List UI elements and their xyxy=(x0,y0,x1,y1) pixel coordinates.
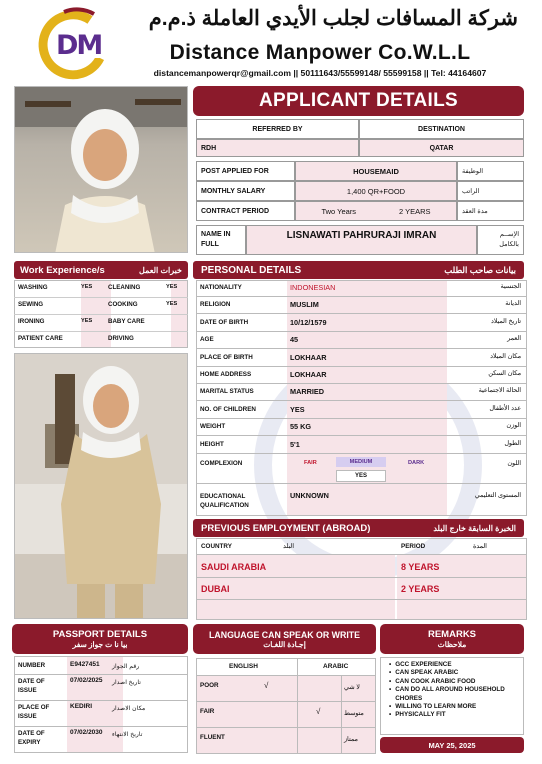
previous-employment-table xyxy=(196,538,527,620)
english-level-mark: √ xyxy=(264,681,269,690)
period-header: PERIOD xyxy=(401,543,426,550)
work-skill-value: YES xyxy=(166,301,178,307)
work-skill-label: DRIVING xyxy=(108,335,134,342)
remark-item xyxy=(389,669,517,677)
remarks-banner xyxy=(380,624,524,654)
remarks-date-banner xyxy=(380,737,524,753)
personal-detail-label: RELIGION xyxy=(200,301,231,309)
passport-label: PLACE OF ISSUE xyxy=(18,704,50,720)
contract-value: Two Years 2 YEARS xyxy=(295,201,457,221)
remark-item xyxy=(389,711,517,719)
referred-by-value: RDH xyxy=(196,139,359,157)
personal-detail-value: LOKHAAR xyxy=(290,352,327,362)
remark-item xyxy=(389,686,517,703)
personal-detail-label-arabic: الديانة xyxy=(505,300,521,308)
salary-value: 1,400 QR+FOOD xyxy=(295,181,457,201)
employment-country-2: DUBAI xyxy=(201,584,230,594)
destination-header: DESTINATION xyxy=(359,119,524,139)
work-skill-label: CLEANING xyxy=(108,284,141,291)
previous-employment-banner xyxy=(193,519,524,537)
work-experience-banner xyxy=(14,261,188,279)
education-label: EDUCATIONAL QUALIFICATION xyxy=(200,493,249,509)
personal-details-title-arabic: بيانات صاحب الطلب xyxy=(444,264,516,275)
employment-period-1: 8 YEARS xyxy=(401,562,440,572)
language-level-label: FAIR xyxy=(200,708,215,715)
english-header: ENGLISH xyxy=(229,663,258,670)
personal-detail-value: INDONESIAN xyxy=(290,283,336,292)
personal-detail-row xyxy=(196,367,527,384)
bullet-icon: • xyxy=(389,686,392,694)
remark-text: WILLING TO LEARN MORE xyxy=(395,703,477,711)
country-header: COUNTRY xyxy=(201,543,232,550)
personal-detail-label-arabic: الحالة الاجتماعية xyxy=(478,387,521,395)
remarks-box xyxy=(380,657,524,735)
company-logo xyxy=(34,6,112,82)
post-label-arabic: الوظيفة xyxy=(457,161,524,181)
work-skill-label: COOKING xyxy=(108,301,138,308)
company-name-english: Distance Manpower Co.W.L.L xyxy=(169,41,471,64)
personal-detail-label-arabic: عدد الأطفال xyxy=(489,404,521,412)
personal-detail-row xyxy=(196,315,527,332)
personal-detail-label: AGE xyxy=(200,336,214,344)
work-skill-value: YES xyxy=(81,284,93,290)
remarks-title-arabic: ملاحظات xyxy=(437,640,467,649)
bullet-icon: • xyxy=(389,711,392,719)
passport-value: E9427451 xyxy=(70,661,100,668)
work-experience-divider xyxy=(14,314,188,315)
contract-label: CONTRACT PERIOD xyxy=(196,201,295,221)
language-level-label-arabic: متوسط xyxy=(344,710,364,717)
remark-text: PHYSICALLY FIT xyxy=(395,711,446,719)
work-experience-title: Work Experience/s xyxy=(20,264,105,276)
previous-employment-title: PREVIOUS EMPLOYMENT (ABROAD) xyxy=(201,522,371,534)
personal-detail-value: 5'1 xyxy=(290,439,300,449)
post-value: HOUSEMAID xyxy=(295,161,457,181)
personal-detail-label: HOME ADDRESS xyxy=(200,371,252,378)
passport-value: 07/02/2025 xyxy=(70,677,103,684)
personal-detail-label-arabic: مكان السكن xyxy=(488,370,521,377)
language-level-label-arabic: لا شي xyxy=(344,684,360,691)
personal-detail-value: MUSLIM xyxy=(290,300,319,310)
personal-detail-label: WEIGHT xyxy=(200,423,226,431)
remarks-date: MAY 25, 2025 xyxy=(428,740,476,750)
destination-value: QATAR xyxy=(359,139,524,157)
work-skill-value: YES xyxy=(81,318,93,324)
remark-item xyxy=(389,703,517,711)
education-label-arabic: المستوى التعليمي xyxy=(474,492,521,499)
bullet-icon: • xyxy=(389,669,392,677)
complexion-mark: YES xyxy=(336,470,386,482)
employment-country-1: SAUDI ARABIA xyxy=(201,562,267,572)
referred-by-header: REFERRED BY xyxy=(196,119,359,139)
personal-detail-row xyxy=(196,384,527,401)
complexion-option-dark: DARK xyxy=(408,460,425,466)
language-level-label: FLUENT xyxy=(200,734,225,741)
complexion-label-arabic: اللون xyxy=(507,460,521,467)
name-value: LISNAWATI PAHRURAJI IMRAN xyxy=(246,225,477,255)
work-skill-label: SEWING xyxy=(18,301,44,308)
bullet-icon: • xyxy=(389,703,392,711)
work-skill-label: IRONING xyxy=(18,318,45,325)
work-skill-label: BABY CARE xyxy=(108,318,145,325)
post-label: POST APPLIED FOR xyxy=(196,161,295,181)
work-skill-label: WASHING xyxy=(18,284,48,291)
personal-details-banner xyxy=(193,261,524,279)
passport-value: 07/02/2030 xyxy=(70,729,103,736)
work-experience-divider xyxy=(14,297,188,298)
passport-label: NUMBER xyxy=(18,662,46,669)
education-row xyxy=(196,486,527,516)
remark-text: CAN SPEAK ARABIC xyxy=(395,669,459,677)
complexion-option-fair: FAIR xyxy=(304,460,317,466)
personal-detail-value: 45 xyxy=(290,335,299,345)
personal-detail-label: DATE OF BIRTH xyxy=(200,318,249,326)
arabic-header: ARABIC xyxy=(323,663,349,670)
passport-title: PASSPORT DETAILS xyxy=(52,629,148,640)
language-title-arabic: إجـادة اللغـات xyxy=(263,639,306,649)
language-title: LANGUAGE CAN SPEAK OR WRITE xyxy=(208,629,361,640)
company-name-arabic: شركة المسافات لجلب الأيدي العاملة ذ.م.م xyxy=(148,7,518,30)
passport-label-arabic: رقم الجواز xyxy=(112,663,140,670)
remark-item xyxy=(389,678,517,686)
remarks-list xyxy=(381,658,523,720)
personal-detail-label: PLACE OF BIRTH xyxy=(200,353,253,361)
personal-detail-label-arabic: مكان الميلاد xyxy=(490,352,521,360)
passport-details-banner xyxy=(12,624,188,654)
complexion-option-medium: MEDIUM xyxy=(336,457,386,467)
passport-value: KEDIRI xyxy=(70,703,93,710)
employment-period-2: 2 YEARS xyxy=(401,584,440,594)
bullet-icon: • xyxy=(389,677,392,685)
personal-detail-label-arabic: العمر xyxy=(507,335,521,343)
work-experience-divider xyxy=(14,331,188,332)
remark-item xyxy=(389,661,517,669)
personal-detail-value: 55 KG xyxy=(290,422,312,432)
salary-label: MONTHLY SALARY xyxy=(196,181,295,201)
passport-title-arabic: بيا نا ت جواز سفر xyxy=(72,640,128,649)
personal-detail-value: MARRIED xyxy=(290,387,325,397)
passport-row-divider xyxy=(14,674,188,675)
passport-label-arabic: تاريخ اصدار xyxy=(112,679,141,686)
remark-text: GCC EXPERIENCE xyxy=(395,661,452,668)
personal-detail-label-arabic: الجنسية xyxy=(500,283,521,290)
work-skill-label: PATIENT CARE xyxy=(18,335,63,342)
personal-detail-label: HEIGHT xyxy=(200,440,224,448)
personal-detail-label-arabic: الطول xyxy=(504,439,521,447)
country-header-arabic: البلد xyxy=(283,543,294,550)
previous-employment-title-arabic: الخبرة السابقة خارج البلد xyxy=(433,523,516,533)
arabic-level-mark: √ xyxy=(316,707,321,716)
personal-details-title: PERSONAL DETAILS xyxy=(201,264,302,276)
personal-detail-label: MARITAL STATUS xyxy=(200,388,254,396)
applicant-portrait-photo xyxy=(14,86,188,253)
personal-detail-row xyxy=(196,297,527,314)
personal-detail-value: LOKHAAR xyxy=(290,370,327,379)
complexion-row xyxy=(196,454,527,484)
work-skill-value: YES xyxy=(166,284,178,290)
personal-detail-row xyxy=(196,332,527,349)
applicant-full-body-photo xyxy=(14,353,188,619)
personal-detail-row xyxy=(196,350,527,367)
personal-detail-row xyxy=(196,419,527,436)
personal-detail-label: NATIONALITY xyxy=(200,284,242,291)
remark-text: CAN COOK ARABIC FOOD xyxy=(395,677,476,685)
complexion-label: COMPLEXION xyxy=(200,460,243,467)
passport-row-divider xyxy=(14,726,188,727)
work-experience-title-arabic: خبرات العمل xyxy=(139,265,182,275)
personal-detail-row xyxy=(196,402,527,419)
remarks-title: REMARKS xyxy=(427,629,477,640)
page-title: APPLICANT DETAILS xyxy=(259,90,458,111)
personal-detail-label: NO. OF CHILDREN xyxy=(200,405,256,413)
passport-row-divider xyxy=(14,700,188,701)
personal-detail-label-arabic: الوزن xyxy=(506,422,521,430)
contact-line: distancemanpowerqr@gmail.com || 50111643/55599148/ 55599158 || Tel: 44164607 xyxy=(153,68,487,78)
personal-detail-label-arabic: تاريخ الميلاد xyxy=(490,317,521,325)
contract-label-arabic: مدة العقد xyxy=(457,201,524,221)
personal-detail-value: 10/12/1579 xyxy=(290,317,327,327)
logo-letters: DM xyxy=(56,30,102,61)
passport-label: DATE OF ISSUE xyxy=(18,678,45,694)
passport-label-arabic: تاريخ الانتهاء xyxy=(112,731,143,738)
name-label-arabic: الإســم بالكامل xyxy=(477,225,524,255)
applicant-details-banner xyxy=(193,86,524,116)
language-banner xyxy=(193,624,376,654)
passport-label-arabic: مكان الاصدار xyxy=(112,705,146,712)
salary-label-arabic: الراتب xyxy=(457,181,524,201)
language-level-label-arabic: ممتاز xyxy=(344,736,358,743)
period-header-arabic: المدة xyxy=(473,543,487,550)
bullet-icon: • xyxy=(389,661,392,668)
education-value: UNKNOWN xyxy=(290,491,329,500)
language-level-label: POOR xyxy=(200,682,219,689)
personal-detail-row xyxy=(196,280,527,297)
name-label: NAME IN FULL xyxy=(196,225,246,255)
personal-detail-row xyxy=(196,437,527,454)
personal-detail-value: YES xyxy=(290,404,305,414)
remark-text: CAN DO ALL AROUND HOUSEHOLD CHORES xyxy=(395,686,505,702)
passport-label: DATE OF EXPIRY xyxy=(18,730,45,746)
